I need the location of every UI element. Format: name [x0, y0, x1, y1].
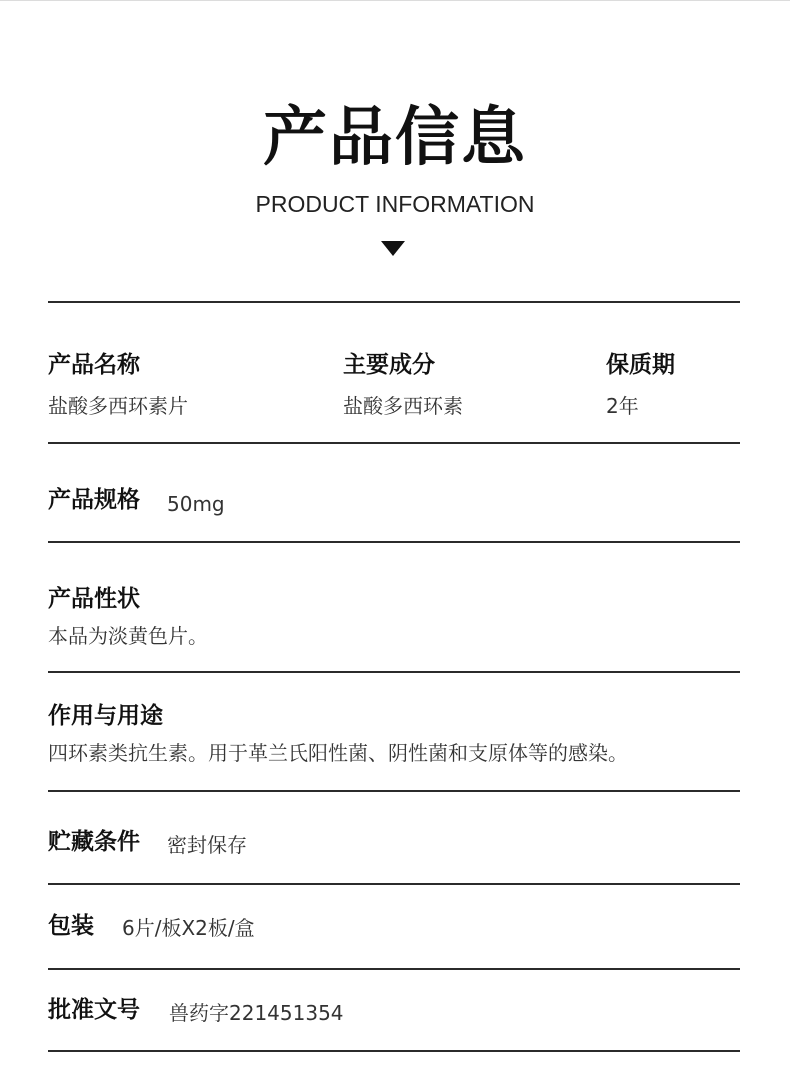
shelf-life-value: 2年 — [606, 394, 639, 418]
storage-label: 贮藏条件 — [48, 829, 140, 855]
appearance-value: 本品为淡黄色片。 — [48, 624, 208, 648]
approval-number-label: 批准文号 — [48, 997, 140, 1023]
usage-value: 四环素类抗生素。用于革兰氏阳性菌、阴性菌和支原体等的感染。 — [48, 741, 628, 765]
storage-value: 密封保存 — [167, 833, 247, 857]
divider — [48, 442, 740, 444]
divider — [48, 301, 740, 303]
divider — [48, 541, 740, 543]
divider — [48, 671, 740, 673]
triangle-down-icon — [381, 241, 405, 256]
spec-label: 产品规格 — [48, 487, 140, 513]
appearance-label: 产品性状 — [48, 586, 140, 612]
main-ingredient-label: 主要成分 — [343, 352, 435, 378]
shelf-life-label: 保质期 — [606, 352, 675, 378]
spec-value: 50mg — [167, 492, 225, 516]
page-title: 产品信息 — [263, 101, 527, 175]
product-name-label: 产品名称 — [48, 352, 140, 378]
page-subtitle: PRODUCT INFORMATION — [255, 191, 535, 217]
product-name-value: 盐酸多西环素片 — [48, 394, 188, 418]
divider — [48, 883, 740, 885]
main-ingredient-value: 盐酸多西环素 — [343, 394, 463, 418]
divider — [48, 968, 740, 970]
top-border — [0, 0, 790, 1]
divider — [48, 790, 740, 792]
package-value: 6片/板X2板/盒 — [122, 916, 255, 940]
approval-number-value: 兽药字221451354 — [169, 1001, 344, 1025]
usage-label: 作用与用途 — [48, 703, 163, 729]
package-label: 包装 — [48, 913, 94, 939]
divider — [48, 1050, 740, 1052]
